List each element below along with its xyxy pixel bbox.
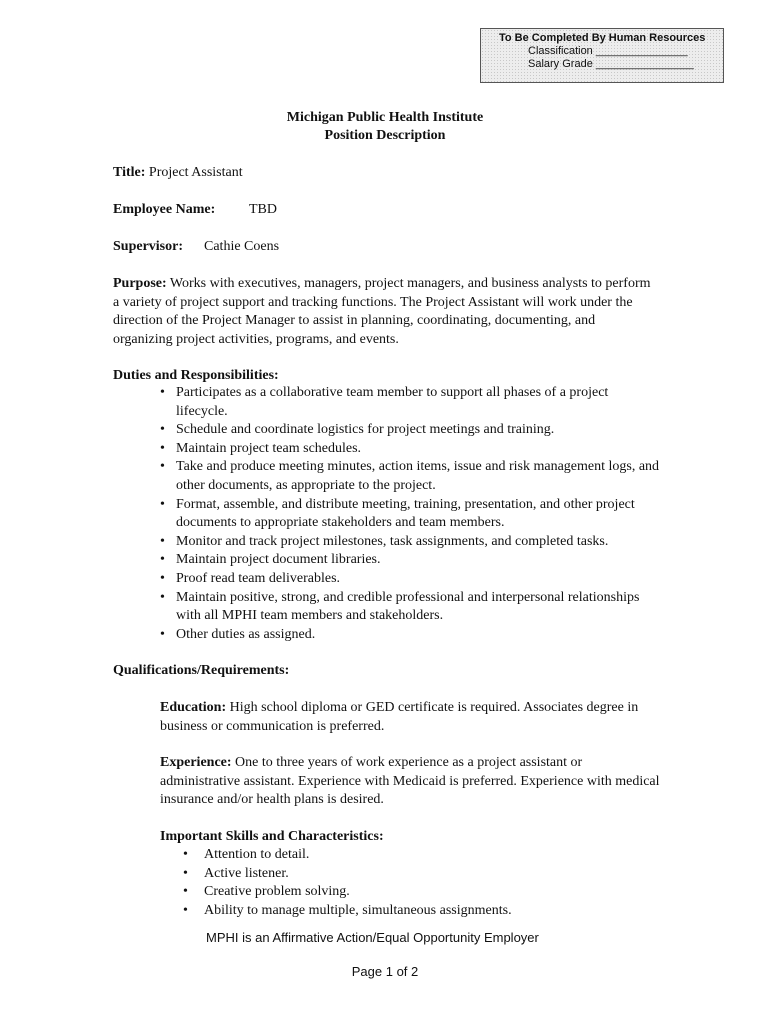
- list-item: • Monitor and track project milestones, task assignments, and completed tasks.: [160, 533, 660, 552]
- hr-completion-box: [480, 28, 724, 83]
- hr-box-title: To Be Completed By Human Resources: [499, 32, 706, 44]
- purpose-text: Works with executives, managers, project managers, and business analysts to perform a variety of project support and tracking functions. The Project Assistant will work under the direction of the Project Manager to assist in planning, coordinating, documenting, and organizing project activities, programs, and events.: [113, 276, 651, 347]
- duties-list: [160, 384, 660, 644]
- education-paragraph: [160, 699, 640, 736]
- list-item: • Creative problem solving.: [183, 883, 633, 902]
- purpose-label: Purpose:: [113, 276, 167, 291]
- list-item: • Maintain positive, strong, and credible professional and interpersonal relationships with all MPHI team members and stakeholders.: [160, 589, 660, 626]
- page-number: Page 1 of 2: [351, 964, 419, 979]
- document-title: Position Description: [324, 128, 446, 143]
- salary-grade-field: Salary Grade ________________: [528, 58, 694, 70]
- list-item: • Attention to detail.: [183, 846, 633, 865]
- supervisor-label: Supervisor:: [113, 239, 183, 254]
- title-value: Project Assistant: [148, 165, 243, 180]
- org-name: Michigan Public Health Institute: [286, 110, 484, 125]
- qualifications-heading: Qualifications/Requirements:: [113, 663, 290, 678]
- list-item: • Schedule and coordinate logistics for project meetings and training.: [160, 421, 660, 440]
- skills-list: [183, 846, 633, 920]
- list-item: • Other duties as assigned.: [160, 626, 660, 645]
- list-item: • Proof read team deliverables.: [160, 570, 660, 589]
- list-item: • Participates as a collaborative team member to support all phases of a project lifecycle.: [160, 384, 660, 421]
- title-row: [113, 164, 243, 183]
- classification-field: Classification _______________: [528, 45, 688, 57]
- purpose-paragraph: [113, 275, 653, 349]
- list-item: • Active listener.: [183, 865, 633, 884]
- experience-paragraph: [160, 754, 660, 810]
- employee-row: [113, 201, 215, 220]
- experience-text: One to three years of work experience as a project assistant or administrative assistant. Experience with Medicaid is preferred. Experience with medical insurance and/or health plans is desired.: [160, 755, 660, 808]
- employee-value: TBD: [249, 202, 277, 217]
- duties-heading: Duties and Responsibilities:: [113, 368, 279, 383]
- list-item: • Maintain project team schedules.: [160, 440, 660, 459]
- supervisor-row: [113, 238, 183, 257]
- list-item: • Maintain project document libraries.: [160, 551, 660, 570]
- skills-heading: Important Skills and Characteristics:: [160, 829, 384, 844]
- education-text: High school diploma or GED certificate is required. Associates degree in business or communication is preferred.: [160, 700, 639, 734]
- experience-label: Experience:: [160, 755, 232, 770]
- list-item: • Ability to manage multiple, simultaneous assignments.: [183, 902, 633, 921]
- title-label: Title:: [113, 165, 146, 180]
- supervisor-value: Cathie Coens: [204, 239, 280, 254]
- list-item: • Take and produce meeting minutes, action items, issue and risk management logs, and other documents, as appropriate to the project.: [160, 458, 660, 495]
- eeo-statement: MPHI is an Affirmative Action/Equal Opportunity Employer: [206, 930, 539, 945]
- list-item: • Format, assemble, and distribute meeting, training, presentation, and other project documents to appropriate stakeholders and team members.: [160, 496, 660, 533]
- employee-label: Employee Name:: [113, 202, 216, 217]
- education-label: Education:: [160, 700, 227, 715]
